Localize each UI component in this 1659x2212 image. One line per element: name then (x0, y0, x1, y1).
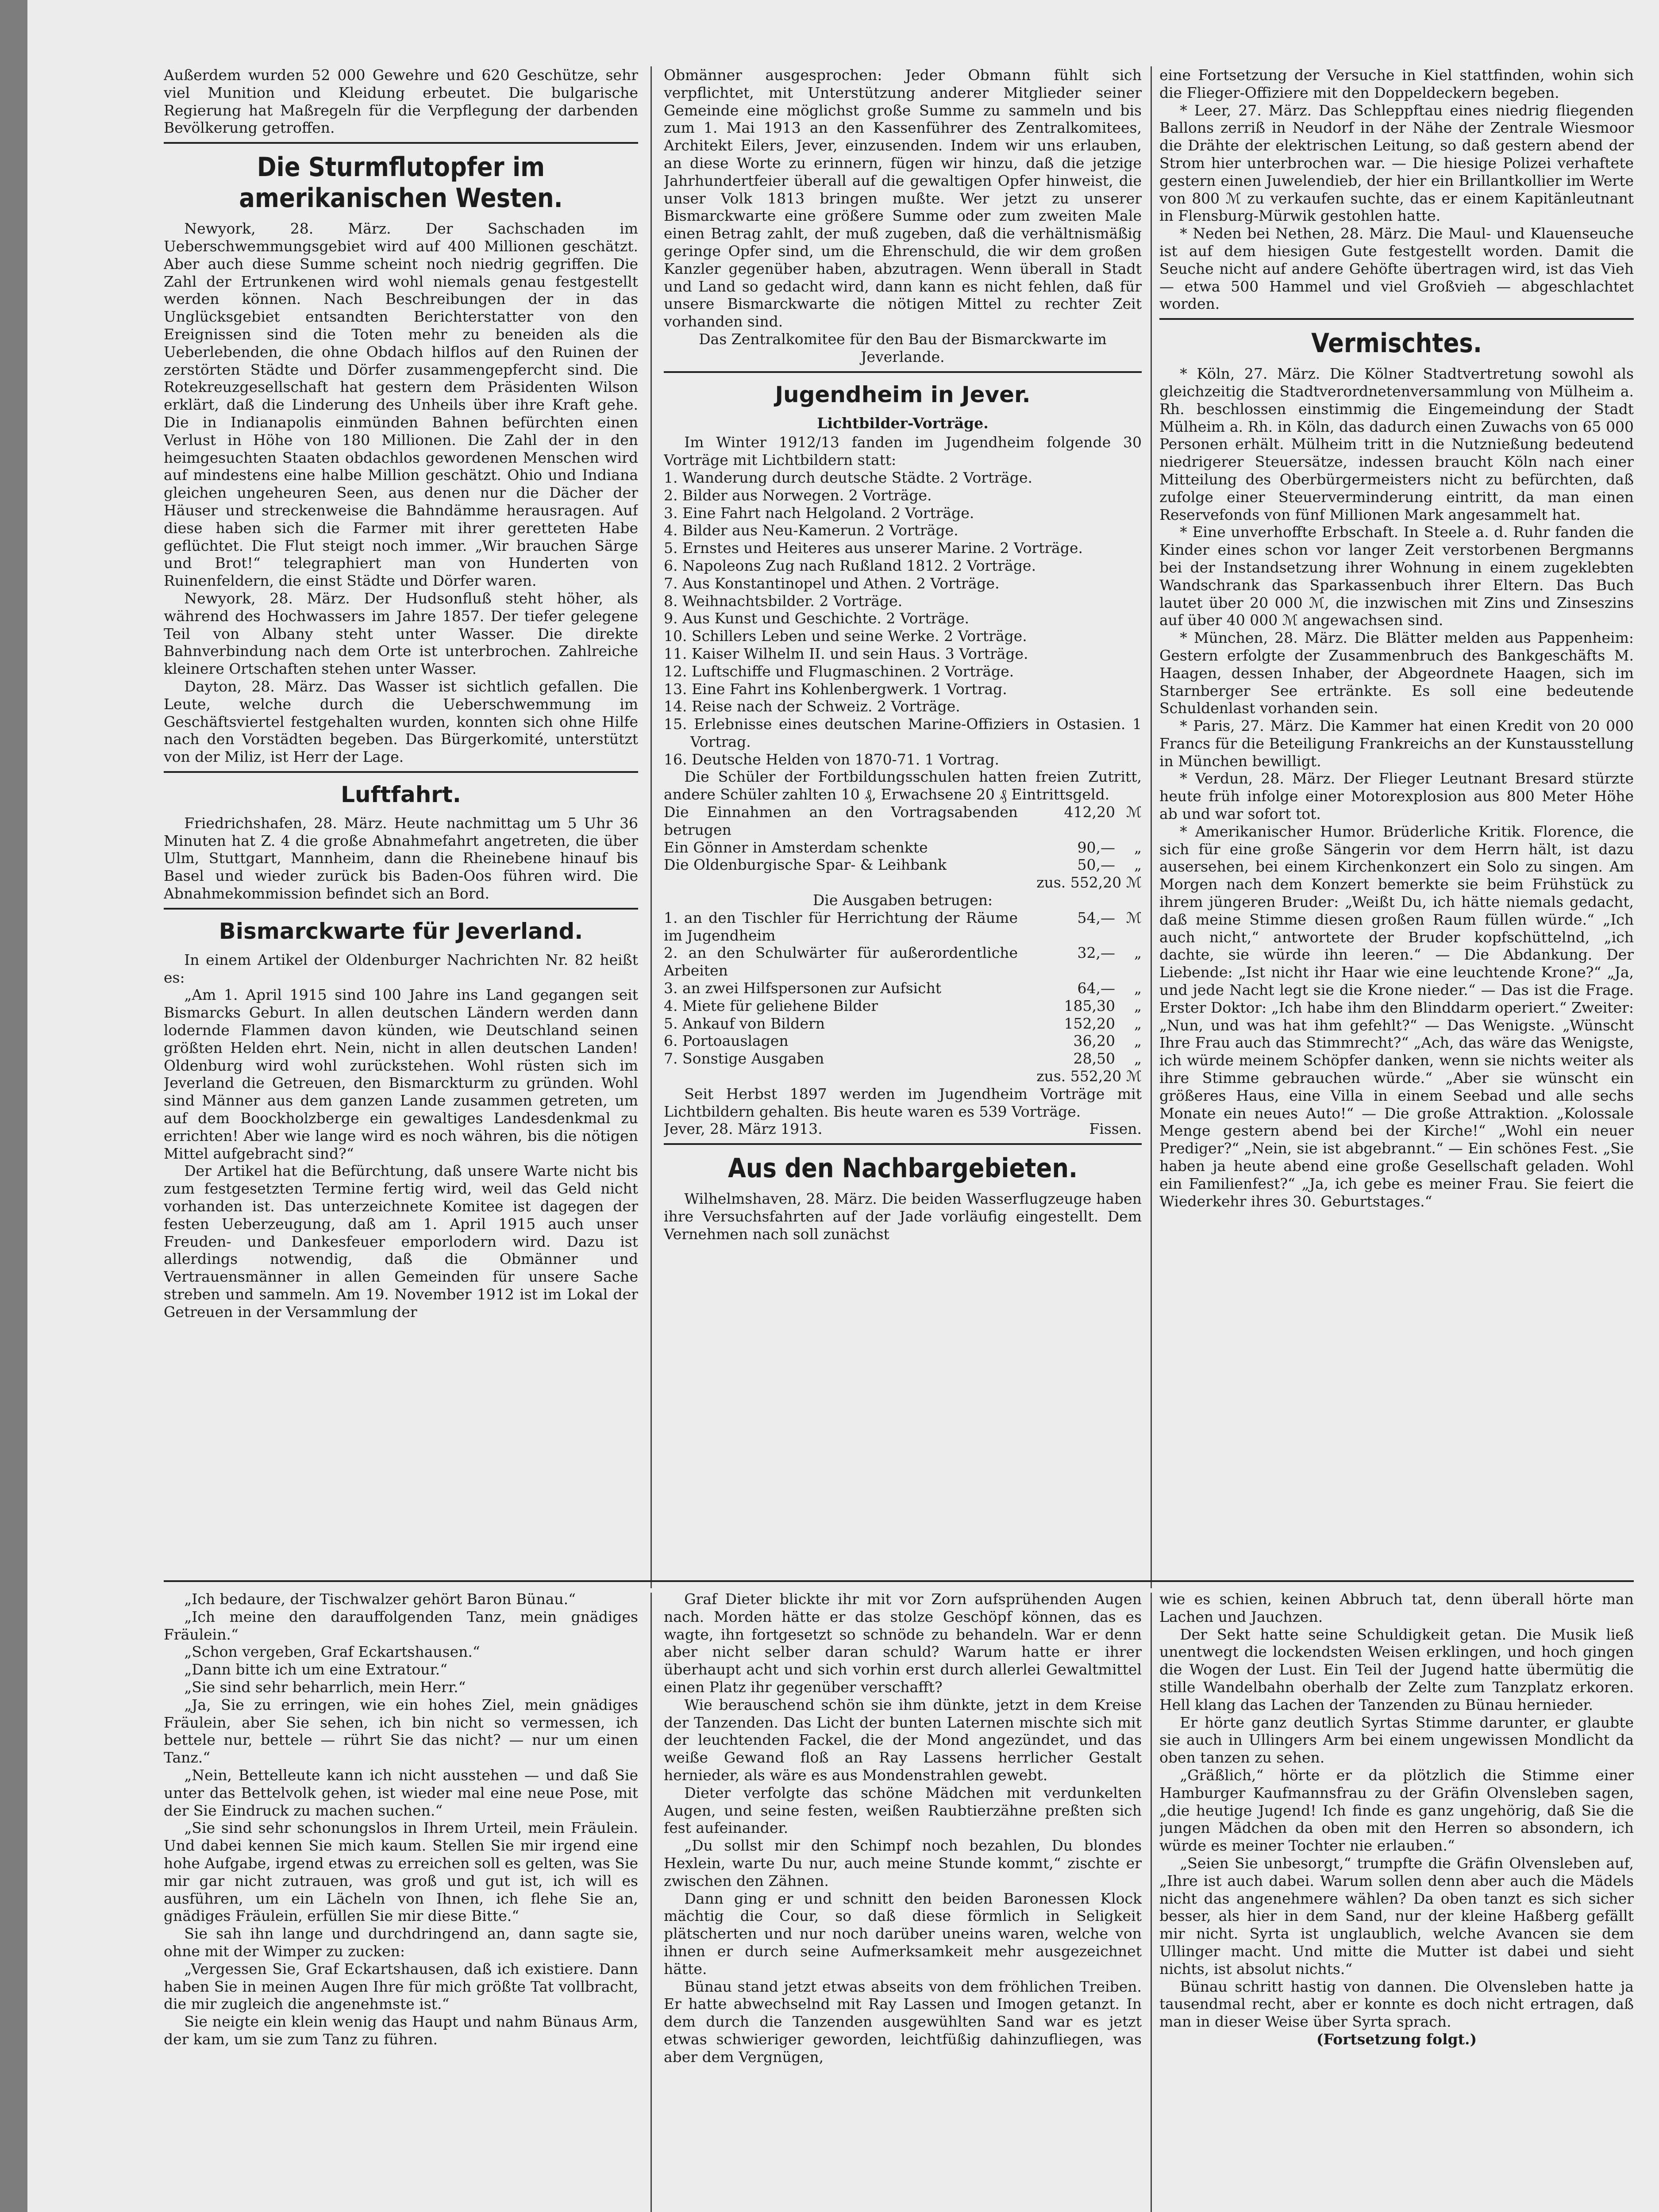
signature-committee: Das Zentralkomitee für den Bau der Bismarckwarte im Jeverlande. (699, 330, 1107, 365)
story-paragraph: „Ich meine den darauffolgenden Tanz, mein gnädiges Fräulein.“ (164, 1608, 638, 1643)
feuilleton-rule-2 (1151, 1593, 1152, 2212)
story-paragraph: „Ich bedaure, der Tischwalzer gehört Baron Bünau.“ (184, 1590, 576, 1608)
table-row (664, 1032, 1142, 1050)
row-currency: „ (1134, 979, 1142, 997)
row-amount: 54,— (1077, 909, 1115, 926)
row-amount: 152,20 (1064, 1014, 1115, 1032)
headline-luftfahrt: Luftfahrt. (341, 781, 461, 807)
expense-table (664, 909, 1142, 1085)
section-rule (164, 908, 638, 910)
list-item: 7. Aus Konstantinopel und Athen. 2 Vorträge. (664, 574, 1000, 592)
section-rule (164, 771, 638, 773)
section-rule (664, 1143, 1142, 1145)
feuilleton-rule-1 (651, 1593, 652, 2212)
story-paragraph: wie es schien, keinen Abbruch tat, denn überall hörte man Lachen und Jauchzen. (1159, 1590, 1634, 1625)
table-row (664, 1050, 1142, 1068)
list-item: 10. Schillers Leben und seine Werke. 2 Vorträge. (664, 627, 1027, 645)
row-label: Die Oldenburgische Spar- & Leihbank (664, 856, 947, 874)
story-paragraph: „Seien Sie unbesorgt,“ trumpfte die Gräfin Olvensleben auf, „Ihre ist auch dabei. Warum sollen denn aber auch die Mädels nicht das angenehmere wählen? Da oben tanzt es sich sicher besser, als hier in dem Sand, nur der kleine Haßberg gefällt mir nicht. Syrta ist unglaublich, welche Avancen sie dem Ullinger macht. Und mitte die Mutter ist dabei und sieht nichts, ist absolut nichts.“ (1159, 1854, 1634, 1978)
headline-sturmflut: Die Sturmflutopfer im amerikanischen Westen. (239, 152, 563, 214)
row-label: 5. Ankauf von Bildern (664, 1014, 825, 1032)
story-paragraph: Wie berauschend schön sie ihm dünkte, jetzt in dem Kreise der Tanzenden. Das Licht der bunten Laternen mischte sich mit der leuchtenden Fackel, die der Mond angezündet, und das weiße Gewand floß an Ray Lassens herrlicher Gestalt hernieder, als wäre es aus Mondenstrahlen gewebt. (664, 1696, 1142, 1784)
story-paragraph: Er hörte ganz deutlich Syrtas Stimme darunter, er glaubte sie auch in Ullingers Arm bei einem ungewissen Mondlicht da oben tanzen zu sehen. (1159, 1713, 1634, 1767)
row-amount: 50,— (1077, 856, 1115, 874)
row-label: 2. an den Schulwärter für außerordentliche Arbeiten (664, 944, 1018, 979)
article-paragraph: Im Winter 1912/13 fanden im Jugendheim folgende 30 Vorträge mit Lichtbildern statt: (664, 434, 1142, 469)
row-label: 1. an den Tischler für Herrichtung der Räume im Jugendheim (664, 909, 1018, 944)
column-rule-1 (651, 66, 652, 1588)
article-paragraph: Friedrichshafen, 28. März. Heute nachmittag um 5 Uhr 36 Minuten hat Z. 4 die große Abnahmefahrt angetreten, die über Ulm, Stuttgart, Mannheim, dann die Rheinebene hinauf bis Basel und wieder zurück bis Baden-Oos führen wird. Die Abnahmekommission befindet sich an Bord. (164, 814, 638, 902)
list-item: 16. Deutsche Helden von 1870-71. 1 Vortrag. (664, 750, 1000, 768)
expense-total: zus. 552,20 ℳ (1036, 1068, 1142, 1085)
row-label: Die Einnahmen an den Vortragsabenden betrugen (664, 803, 1018, 838)
story-paragraph: „Dann bitte ich um eine Extratour.“ (184, 1661, 448, 1678)
list-item: 3. Eine Fahrt nach Helgoland. 2 Vorträge. (664, 504, 974, 522)
list-item: 5. Ernstes und Heiteres aus unserer Marine. 2 Vorträge. (664, 539, 1083, 557)
article-paragraph: In einem Artikel der Oldenburger Nachrichten Nr. 82 heißt es: (164, 951, 638, 986)
article-paragraph: * Verdun, 28. März. Der Flieger Leutnant Bresard stürzte heute früh infolge einer Motorexplosion aus 800 Meter Höhe ab und war sofort tot. (1159, 770, 1634, 823)
table-row (664, 803, 1142, 839)
headline-jugendheim: Jugendheim in Jever. (775, 381, 1031, 407)
story-paragraph: „Gräßlich,“ hörte er da plötzlich die Stimme einer Hamburger Kaufmannsfrau zu der Gräfin Olvensleben sagen, „die heutige Jugend! Ich finde es ganz ungehörig, daß Sie die jungen Mädchen da oben mit den Herren so absondern, ich würde es meiner Tochter nie erlauben.“ (1159, 1766, 1634, 1855)
list-item: 12. Luftschiffe und Flugmaschinen. 2 Vorträge. (664, 662, 1014, 680)
article-paragraph: Dayton, 28. März. Das Wasser ist sichtlich gefallen. Die Leute, welche durch die Ueberschwemmung im Geschäftsviertel festgehalten wurden, konnten sich ohne Hilfe nach den Vorstädten begeben. Das Bürgerkomité, unterstützt von der Miliz, ist Herr der Lage. (164, 677, 638, 766)
lecture-list (664, 469, 1142, 768)
row-currency: ℳ (1126, 909, 1142, 926)
story-paragraph: Bünau schritt hastig von dannen. Die Olvensleben hatte ja tausendmal recht, aber er konnte es doch nicht ertragen, daß man in dieser Weise über Syrta sprach. (1159, 1978, 1634, 2031)
column-2 (664, 66, 1142, 1577)
list-item: 14. Reise nach der Schweiz. 2 Vorträge. (664, 698, 960, 715)
row-currency: „ (1134, 1014, 1142, 1032)
story-paragraph: Sie sah ihn lange und durchdringend an, dann sagte sie, ohne mit der Wimper zu zucken: (164, 1925, 638, 1960)
story-paragraph: „Sie sind sehr beharrlich, mein Herr.“ (184, 1678, 466, 1696)
row-currency: „ (1134, 1032, 1142, 1050)
article-paragraph: * Eine unverhoffte Erbschaft. In Steele a. d. Ruhr fanden die Kinder eines schon vor langer Zeit verstorbenen Bergmanns bei der Instandsetzung ihrer Wohnung in einem zugeklebten Wandschrank das Sparkassenbuch ihrer Eltern. Das Buch lautet über 20 000 ℳ, die inzwischen mit Zins und Zinseszins auf über 40 000 ℳ angewachsen sind. (1159, 523, 1634, 629)
income-table (664, 803, 1142, 891)
row-amount: 32,— (1077, 944, 1115, 962)
story-paragraph: „Nein, Bettelleute kann ich nicht ausstehen — und daß Sie unter das Bettelvolk gehen, ist wieder mal eine neue Pose, mit der Sie Eindruck zu machen suchen.“ (164, 1766, 638, 1819)
row-currency: „ (1134, 1050, 1142, 1068)
list-item: 13. Eine Fahrt ins Kohlenbergwerk. 1 Vortrag. (664, 680, 1007, 698)
table-row (664, 839, 1142, 856)
signature-name: Fissen. (1089, 1120, 1142, 1138)
row-label: 6. Portoauslagen (664, 1032, 789, 1050)
section-rule (1159, 318, 1634, 320)
list-item: 8. Weihnachtsbilder. 2 Vorträge. (664, 592, 903, 610)
headline-bismarckwarte: Bismarckwarte für Jeverland. (219, 918, 583, 944)
column-1 (164, 66, 638, 1577)
row-label: Ein Gönner in Amsterdam schenkte (664, 838, 928, 856)
signature-place: Jever, 28. März 1913. (664, 1120, 823, 1138)
article-paragraph: * München, 28. März. Die Blätter melden aus Pappenheim: Gestern erfolgte der Zusammenbruch des Bankgeschäfts M. Haagen, dessen Inhaber, der Abgeordnete Haagen, sich im Starnberger See ertränkte. Es soll eine bedeutende Schuldenlast vorhanden sein. (1159, 629, 1634, 717)
story-paragraph: „Du sollst mir den Schimpf noch bezahlen, Du blondes Hexlein, warte Du nur, auch meine Stunde kommt,“ zischte er zwischen den Zähnen. (664, 1837, 1142, 1889)
story-paragraph: „Sie sind sehr schonungslos in Ihrem Urteil, mein Fräulein. Und dabei kennen Sie mich kaum. Stellen Sie mir irgend eine hohe Aufgabe, irgend etwas zu erreichen soll es gelten, was Sie mir gar nicht zutrauen, was groß und gut ist, ich will es ausführen, um ein Lächeln von Ihnen, ich flehe Sie an, gnädiges Fräulein, erfüllen Sie mir diese Bitte.“ (164, 1819, 638, 1925)
row-label: 7. Sonstige Ausgaben (664, 1050, 824, 1068)
article-paragraph: Obmänner ausgesprochen: Jeder Obmann fühlt sich verpflichtet, mit Unterstützung anderer Mitglieder seiner Gemeinde eine möglichst große Summe zu sammeln und bis zum 1. Mai 1913 an den Kassenführer des Zentralkomitees, Architekt Eilers, Jever, einzusenden. Indem wir uns erlauben, an diese Worte zu erinnern, fügen wir hinzu, daß die jetzige Jahrhundertfeier überall auf die gewaltigen Opfer hinweist, die unser Volk 1813 bringen mußte. Wer jetzt zu unserer Bismarckwarte eine größere Summe oder zum zweiten Male einen Betrag zahlt, der muß zugeben, daß die verhältnismäßig geringe Opfer sind, um die Ehrenschuld, die wir dem großen Kanzler gegenüber haben, abzutragen. Wenn überall in Stadt und Land so gedacht wird, dann kann es nicht fehlen, daß für unsere Bismarckwarte die nötigen Mittel zu rechter Zeit vorhanden sind. (664, 66, 1142, 330)
article-paragraph: * Amerikanischer Humor. Brüderliche Kritik. Florence, die sich für eine große Sängerin vor dem Herrn hält, ist dazu ausersehen, bei einem Kirchenkonzert ein Solo zu singen. Am Morgen nach dem Konzert bemerkte sie beim Frühstück zu ihrem jüngeren Bruder: „Weißt Du, ich hätte niemals gedacht, daß meine Stimme diesen großen Raum füllen würde.“ „Ich auch nicht,“ antwortete der Bruder kopfschüttelnd, „ich dachte, sie würde ihn leeren.“ — Die Abdankung. Der Liebende: „Ist nicht ihr Haar wie eine leuchtende Krone?“ „Ja, und jede Nacht legt sie die Krone nieder.“ — Das ist die Frage. Erster Doktor: „Ich habe ihm den Blinddarm operiert.“ Zweiter: „Nun, und was hat ihm gefehlt?“ — Das Wenigste. „Wünscht Ihre Frau auch das Stimmrecht?“ „Ach, das wäre das Wenigste, ich würde meinem Schöpfer danken, wenn sie nichts weiter als ihre Stimme gebrauchen würde.“ „Aber sie wünscht ein größeres Haus, eine Villa in einem Seebad und alle sechs Monate ein neues Auto!“ — Die große Attraktion. „Kolossale Menge gestern abend bei der Kirche!“ „Wohl ein neuer Prediger?“ „Nein, sie ist abgebrannt.“ — Ein schönes Fest. „Sie haben ja heute abend eine große Gesellschaft geladen. Wohl ein Familienfest?“ „Ja, ich gebe es meiner Frau. Sie feiert die Wiederkehr ihres 30. Geburtstages.“ (1159, 822, 1634, 1210)
story-paragraph: Graf Dieter blickte ihr mit vor Zorn aufsprühenden Augen nach. Morden hätte er das stolze Geschöpf können, das es wagte, ihn fortgesetzt so schnöde zu behandeln. War er denn aber nicht selber daran schuld? Warum hatte er ihrer überhaupt acht und sich vorhin erst durch allerlei Gewaltmittel einen Platz ihr gegenüber verschafft? (664, 1590, 1142, 1696)
story-paragraph: Bünau stand jetzt etwas abseits von dem fröhlichen Treiben. Er hatte abwechselnd mit Ray Lassen und Imogen getanzt. In dem durch die Tanzenden ausgewühlten Sand war es jetzt etwas schwieriger geworden, leichtfüßig dahinzufliegen, was aber dem Vergnügen, (664, 1978, 1142, 2066)
article-paragraph: * Paris, 27. März. Die Kammer hat einen Kredit von 20 000 Francs für die Beteiligung Frankreichs an der Kunstausstellung in München bewilligt. (1159, 717, 1634, 770)
story-paragraph: Sie neigte ein klein wenig das Haupt und nahm Bünaus Arm, der kam, um sie zum Tanz zu führen. (164, 2013, 638, 2048)
row-label: 4. Miete für geliehene Bilder (664, 997, 878, 1014)
row-currency: „ (1134, 838, 1142, 856)
article-paragraph: Seit Herbst 1897 werden im Jugendheim Vorträge mit Lichtbildern gehalten. Bis heute waren es 539 Vorträge. (664, 1085, 1142, 1120)
table-row (664, 997, 1142, 1015)
row-currency: „ (1134, 944, 1142, 962)
table-row (664, 944, 1142, 979)
article-paragraph: Wilhelmshaven, 28. März. Die beiden Wasserflugzeuge haben ihre Versuchsfahrten auf der Jade vorläufig eingestellt. Dem Vernehmen nach soll zunächst (664, 1190, 1142, 1243)
row-amount: 90,— (1077, 838, 1115, 856)
table-row (664, 909, 1142, 945)
list-item: 9. Aus Kunst und Geschichte. 2 Vorträge. (664, 610, 970, 627)
row-amount: 36,20 (1073, 1032, 1115, 1050)
article-paragraph: „Am 1. April 1915 sind 100 Jahre ins Land gegangen seit Bismarcks Geburt. In allen deutschen Ländern werden dann lodernde Flammen davon künden, wie Deutschland seinen größten Helden ehrt. Nein, nicht in allen deutschen Landen! Oldenburg wird wohl zurückstehen. Wohl rüsten sich im Jeverland die Getreuen, den Bismarckturm zu gründen. Wohl sind Männer aus dem ganzen Lande zusammen getreten, um auf dem Boockholzberge ein gewaltiges Landesdenkmal zu errichten! Aber wie lange wird es noch währen, bis die nötigen Mittel aufgebracht sind?“ (164, 986, 638, 1162)
continuation-note: (Fortsetzung folgt.) (1316, 2030, 1477, 2048)
feuilleton-divider (164, 1580, 1634, 1582)
feuilleton-column-3 (1159, 1590, 1634, 2212)
list-item: 2. Bilder aus Norwegen. 2 Vorträge. (664, 486, 932, 504)
article-paragraph: Die Schüler der Fortbildungsschulen hatten freien Zutritt, andere Schüler zahlten 10 ₰, Erwachsene 20 ₰ Eintrittsgeld. (664, 768, 1142, 803)
table-row (664, 1015, 1142, 1033)
section-rule (664, 371, 1142, 373)
table-row (664, 979, 1142, 997)
story-paragraph: „Vergessen Sie, Graf Eckartshausen, daß ich existiere. Dann haben Sie in meinen Augen Ihre für mich größte Tat vollbracht, die mir zugleich die angenehmste ist.“ (164, 1960, 638, 2013)
list-item: 15. Erlebnisse eines deutschen Marine-Offiziers in Ostasien. 1 Vortrag. (664, 715, 1142, 750)
list-item: 11. Kaiser Wilhelm II. und sein Haus. 3 Vorträge. (664, 645, 1028, 662)
feuilleton-column-1 (164, 1590, 638, 2212)
headline-vermischtes: Vermischtes. (1311, 328, 1482, 359)
list-item: 1. Wanderung durch deutsche Städte. 2 Vorträge. (664, 469, 1032, 486)
article-paragraph: * Leer, 27. März. Das Schleppftau eines niedrig fliegenden Ballons zerriß in Neudorf in der Nähe der Zentrale Wiesmoor die Drähte der elektrischen Leitung, so daß gestern abend der Strom hier unterbrochen war. — Die hiesige Polizei verhaftete gestern einen Juwelendieb, der hier ein Brillantkollier im Werte von 800 ℳ zu verkaufen suchte, das er einem Kapitänleutnant in Flensburg-Mürwik gestohlen hatte. (1159, 101, 1634, 225)
list-item: 4. Bilder aus Neu-Kamerun. 2 Vorträge. (664, 522, 958, 539)
article-paragraph: Newyork, 28. März. Der Hudsonfluß steht höher, als während des Hochwassers im Jahre 1857. Der tiefer gelegene Teil von Albany steht unter Wasser. Die direkte Bahnverbindung nach dem Orte ist unterbrochen. Zahlreiche kleinere Ortschaften stehen unter Wasser. (164, 589, 638, 678)
subheadline-lichtbilder: Lichtbilder-Vorträge. (817, 414, 989, 432)
row-currency: „ (1134, 997, 1142, 1014)
row-label: 3. an zwei Hilfspersonen zur Aufsicht (664, 979, 942, 997)
story-paragraph: „Ja, Sie zu erringen, wie ein hohes Ziel, mein gnädiges Fräulein, aber Sie sehen, ich bin nicht so vermessen, ich bettele nur, bettele — rührt Sie das nicht? — nur um einen Tanz.“ (164, 1696, 638, 1767)
row-amount: 28,50 (1073, 1050, 1115, 1068)
income-total: zus. 552,20 ℳ (1036, 874, 1142, 891)
row-currency: ℳ (1126, 803, 1142, 821)
row-amount: 185,30 (1064, 997, 1115, 1014)
row-currency: „ (1134, 856, 1142, 874)
article-paragraph: eine Fortsetzung der Versuche in Kiel stattfinden, wohin sich die Flieger-Offiziere mit den Doppeldeckern begeben. (1159, 66, 1634, 101)
section-rule (164, 142, 638, 144)
story-paragraph: Dieter verfolgte das schöne Mädchen mit verdunkelten Augen, und seine festen, weißen Raubtierzähne preßten sich fest aufeinander. (664, 1784, 1142, 1837)
story-paragraph: „Schon vergeben, Graf Eckartshausen.“ (184, 1643, 480, 1661)
article-paragraph: * Neden bei Nethen, 28. März. Die Maul- und Klauenseuche ist auf dem hiesigen Gute festgestellt worden. Damit die Seuche nicht auf andere Gehöfte übertragen wird, ist das Vieh — etwa 500 Hammel und viel Großvieh — abgeschlachtet worden. (1159, 225, 1634, 313)
article-paragraph: Der Artikel hat die Befürchtung, daß unsere Warte nicht bis zum festgesetzten Termine fertig wird, weil das Geld nicht vorhanden ist. Das unterzeichnete Komitee ist dagegen der festen Ueberzeugung, daß am 1. April 1915 auch unser Freuden- und Dankesfeuer emporlodern wird. Dazu ist allerdings notwendig, daß die Obmänner und Vertrauensmänner in allen Gemeinden für unsere Sache streben und sammeln. Am 19. November 1912 ist im Lokal der Getreuen in der Versammlung der (164, 1162, 638, 1321)
expense-heading: Die Ausgaben betrugen: (812, 891, 993, 909)
column-rule-2 (1151, 66, 1152, 1588)
row-amount: 412,20 (1064, 803, 1115, 821)
column-3 (1159, 66, 1634, 1577)
feuilleton-column-2 (664, 1590, 1142, 2212)
intro-paragraph: Außerdem wurden 52 000 Gewehre und 620 Geschütze, sehr viel Munition und Kleidung erbeutet. Die bulgarische Regierung hat Maßregeln für die Verpflegung der darbenden Bevölkerung getroffen. (164, 66, 638, 137)
headline-nachbargebiete: Aus den Nachbargebieten. (727, 1153, 1078, 1184)
row-amount: 64,— (1077, 979, 1115, 997)
table-row (664, 856, 1142, 874)
article-paragraph: Newyork, 28. März. Der Sachschaden im Ueberschwemmungsgebiet wird auf 400 Millionen geschätzt. Aber auch diese Summe scheint noch niedrig gegriffen. Die Zahl der Ertrunkenen wird wohl niemals genau festgestellt werden können. Nach Beschreibungen der in das Unglücksgebiet entsandten Berichterstatter von den Ereignissen sind die Toten mehr zu beneiden als die Ueberlebenden, die ohne Obdach hilflos auf den Ruinen der zerstörten Städte und Dörfer zusammengepfercht sind. Die Rotekreuzgesellschaft hat gestern dem Präsidenten Wilson erklärt, daß die Linderung des Unheils über ihre Kraft gehe. Die in Indianapolis einmünden Bahnen befürchten einen Verlust in Höhe von 180 Millionen. Die Zahl der in den heimgesuchten Staaten obdachlos gewordenen Menschen wird auf mindestens eine halbe Million geschätzt. Ohio und Indiana gleichen ungeheuren Seen, aus denen nur die Dächer der Häuser und streckenweise die Bahndämme herausragen. Auf diese haben sich die Farmer mit ihrer geretteten Habe geflüchtet. Die Flut steigt noch immer. „Wir brauchen Särge und Brot!“ telegraphiert man von Hunderten von Ruinenfeldern, die einst Städte und Dörfer waren. (164, 220, 638, 590)
story-paragraph: Der Sekt hatte seine Schuldigkeit getan. Die Musik ließ unentwegt die lockendsten Weisen erklingen, und hoch gingen die Wogen der Lust. Ein Teil der Jugend hatte übermütig die stille Wandelbahn oberhalb der Zelte zum Tanzplatz erkoren. Hell klang das Lachen der Tanzenden zu Bünau hernieder. (1159, 1625, 1634, 1713)
list-item: 6. Napoleons Zug nach Rußland 1812. 2 Vorträge. (664, 557, 1036, 574)
story-paragraph: Dann ging er und schnitt den beiden Baronessen Klock mächtig die Cour, so daß diese förmlich in Seligkeit plätscherten und nur noch darüber uneins waren, welche von ihnen er durch seine Aufmerksamkeit mehr ausgezeichnet hätte. (664, 1889, 1142, 1978)
article-paragraph: * Köln, 27. März. Die Kölner Stadtvertretung sowohl als gleichzeitig die Stadtverordnetenversammlung von Mülheim a. Rh. beschlossen einstimmig die Eingemeindung der Stadt Mülheim a. Rh. in Köln, das dadurch einen Zuwachs von 65 000 Personen erhält. Mülheim tritt in die Nutznießung bedeutend niedrigerer Steuersätze, indessen braucht Köln nach einer Mitteilung des Oberbürgermeisters nicht zu befürchten, daß zufolge einer Steuerverminderung eintritt, da man einen Reservefonds von fünf Millionen Mark angesammelt hat. (1159, 365, 1634, 523)
signature-jugendheim (664, 1120, 1142, 1138)
